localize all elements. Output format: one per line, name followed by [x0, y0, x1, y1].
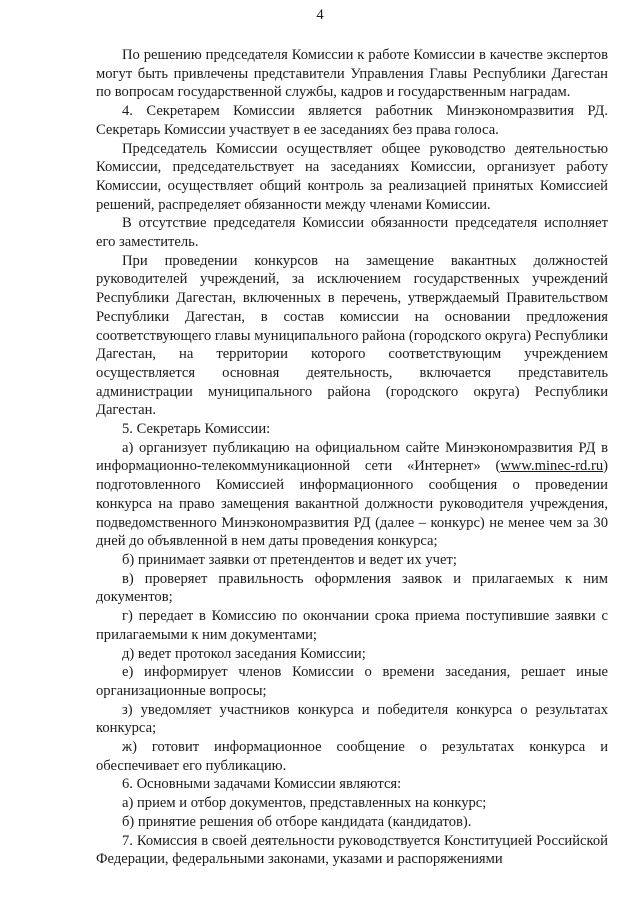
paragraph-item-e: е) информирует членов Комиссии о времени заседания, решает иные организационные вопросы; — [96, 664, 608, 699]
paragraph-chairman-duties: Председатель Комиссии осуществляет общее руководство деятельностью Комиссии, председательствует на заседаниях Комиссии, организует работу Комиссии, осуществляет общий контроль за реализацией принятых Комиссией решений, распределяет обязанности между членами Комиссии. — [96, 140, 608, 213]
paragraph-competition-composition: При проведении конкурсов на замещение вакантных должностей руководителей учреждений, за исключением государственных учреждений Республики Дагестан, включенных в перечень, утверждаемый Правительством Республики Дагестан, в состав комиссии на основании предложения соответствующего главы муниципального района (городского округа) Республики Дагестан, на территории которого соответствующим учреждением осуществляется основная деятельность, включается представитель администрации муниципального района (городского округа) Республики Дагестан. — [96, 252, 608, 419]
paragraph-item-d: д) ведет протокол заседания Комиссии; — [122, 645, 366, 662]
paragraph-item-z: з) уведомляет участников конкурса и победителя конкурса о результатах конкурса; — [96, 701, 608, 737]
paragraph-secretary: 4. Секретарем Комиссии является работник Минэкономразвития РД. Секретарь Комиссии участвует в ее заседаниях без права голоса. — [96, 103, 608, 138]
paragraph-item-g: г) передает в Комиссию по окончании срока приема поступившие заявки с прилагаемыми к ним документами; — [96, 608, 608, 643]
paragraph-tasks-heading: 6. Основными задачами Комиссии являются: — [122, 776, 402, 793]
page-number: 4 — [316, 7, 324, 23]
document-body — [96, 46, 608, 869]
paragraph-secretary-heading: 5. Секретарь Комиссии: — [122, 421, 271, 438]
paragraph-item-v: в) проверяет правильность оформления заявок и прилагаемых к ним документов; — [96, 570, 608, 606]
paragraph-item-b: б) принимает заявки от претендентов и ведет их учет; — [122, 551, 457, 568]
paragraph-legal-basis: 7. Комиссия в своей деятельности руководствуется Конституцией Российской Федерации, федеральными законами, указами и распоряжениями — [96, 832, 608, 868]
website-link[interactable]: www.minec-rd.ru — [500, 458, 604, 475]
paragraph-task-b: б) принятие решения об отборе кандидата (кандидатов). — [122, 813, 472, 830]
paragraph-item-a — [96, 439, 608, 551]
paragraph-experts: По решению председателя Комиссии к работе Комиссии в качестве экспертов могут быть привлечены представители Управления Главы Республики Дагестан по вопросам государственной службы, кадров и государственным наградам. — [96, 47, 608, 101]
paragraph-item-zh: ж) готовит информационное сообщение о результатах конкурса и обеспечивает его публикацию. — [96, 739, 608, 774]
paragraph-task-a: а) прием и отбор документов, представленных на конкурс; — [122, 795, 487, 812]
item-a-text-before: а) организует публикацию на официальном сайте Минэкономразвития РД в информационно-телекоммуникационной сети «Интернет» ( — [96, 439, 608, 475]
item-a-text-after: ) подготовленного Комиссией информационного сообщения о проведении конкурса на право замещения вакантной должности руководителя учреждения, подведомственного Минэкономразвития РД (далее – конкурс) не менее чем за 30 дней до объявленной в нем даты проведения конкурса; — [96, 458, 608, 550]
paragraph-chairman-absence: В отсутствие председателя Комиссии обязанности председателя исполняет его заместитель. — [96, 215, 608, 251]
